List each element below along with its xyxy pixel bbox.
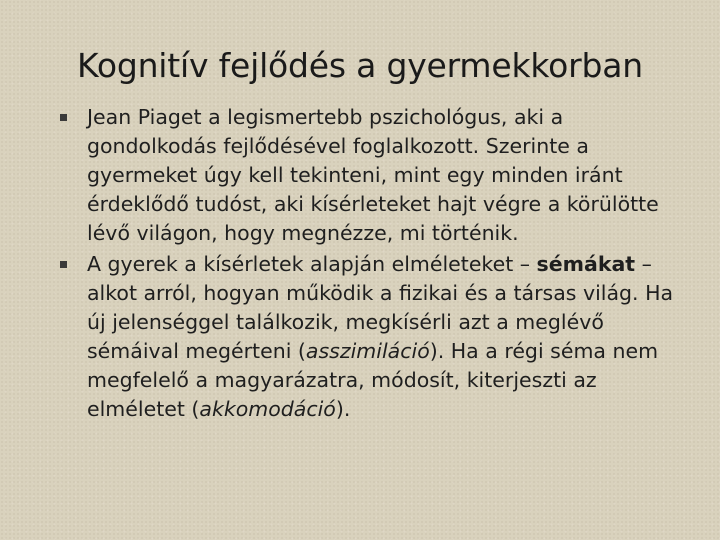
bold-term-schemas: sémákat: [536, 252, 636, 276]
bullet-text: Jean Piaget a legismertebb pszichológus, aki a gondolkodás fejlődésével foglalkozott. Szerinte a gyermeket úgy kell tekinteni, mint egy minden iránt érdeklődő tudóst, aki kísérleteket hajt végre a körülötte lévő világon, hogy megnézze, mi történik.: [87, 105, 659, 245]
bullet-item-schemas: [60, 250, 690, 424]
bullet-list: [60, 103, 690, 426]
italic-term-accommodation: akkomodáció: [199, 397, 336, 421]
bullet-text-segment: – alkot arról, hogyan működik a fizikai és a társas világ. Ha új jelenséggel találkozik, megkísérli azt a meglévő sémáival megérteni (: [87, 252, 674, 363]
bullet-item-piaget: [60, 103, 690, 248]
square-bullet-icon: [60, 114, 67, 121]
bullet-text-segment: A gyerek a kísérletek alapján elméleteket –: [87, 252, 537, 276]
bullet-text-segment: ). Ha a régi séma nem megfelelő a magyarázatra, módosít, kiterjeszti az elméletet (: [87, 339, 659, 421]
square-bullet-icon: [60, 261, 67, 268]
bullet-text-segment: ).: [335, 397, 351, 421]
slide-title: Kognitív fejlődés a gyermekkorban: [77, 46, 643, 85]
italic-term-assimilation: asszimiláció: [305, 339, 430, 363]
